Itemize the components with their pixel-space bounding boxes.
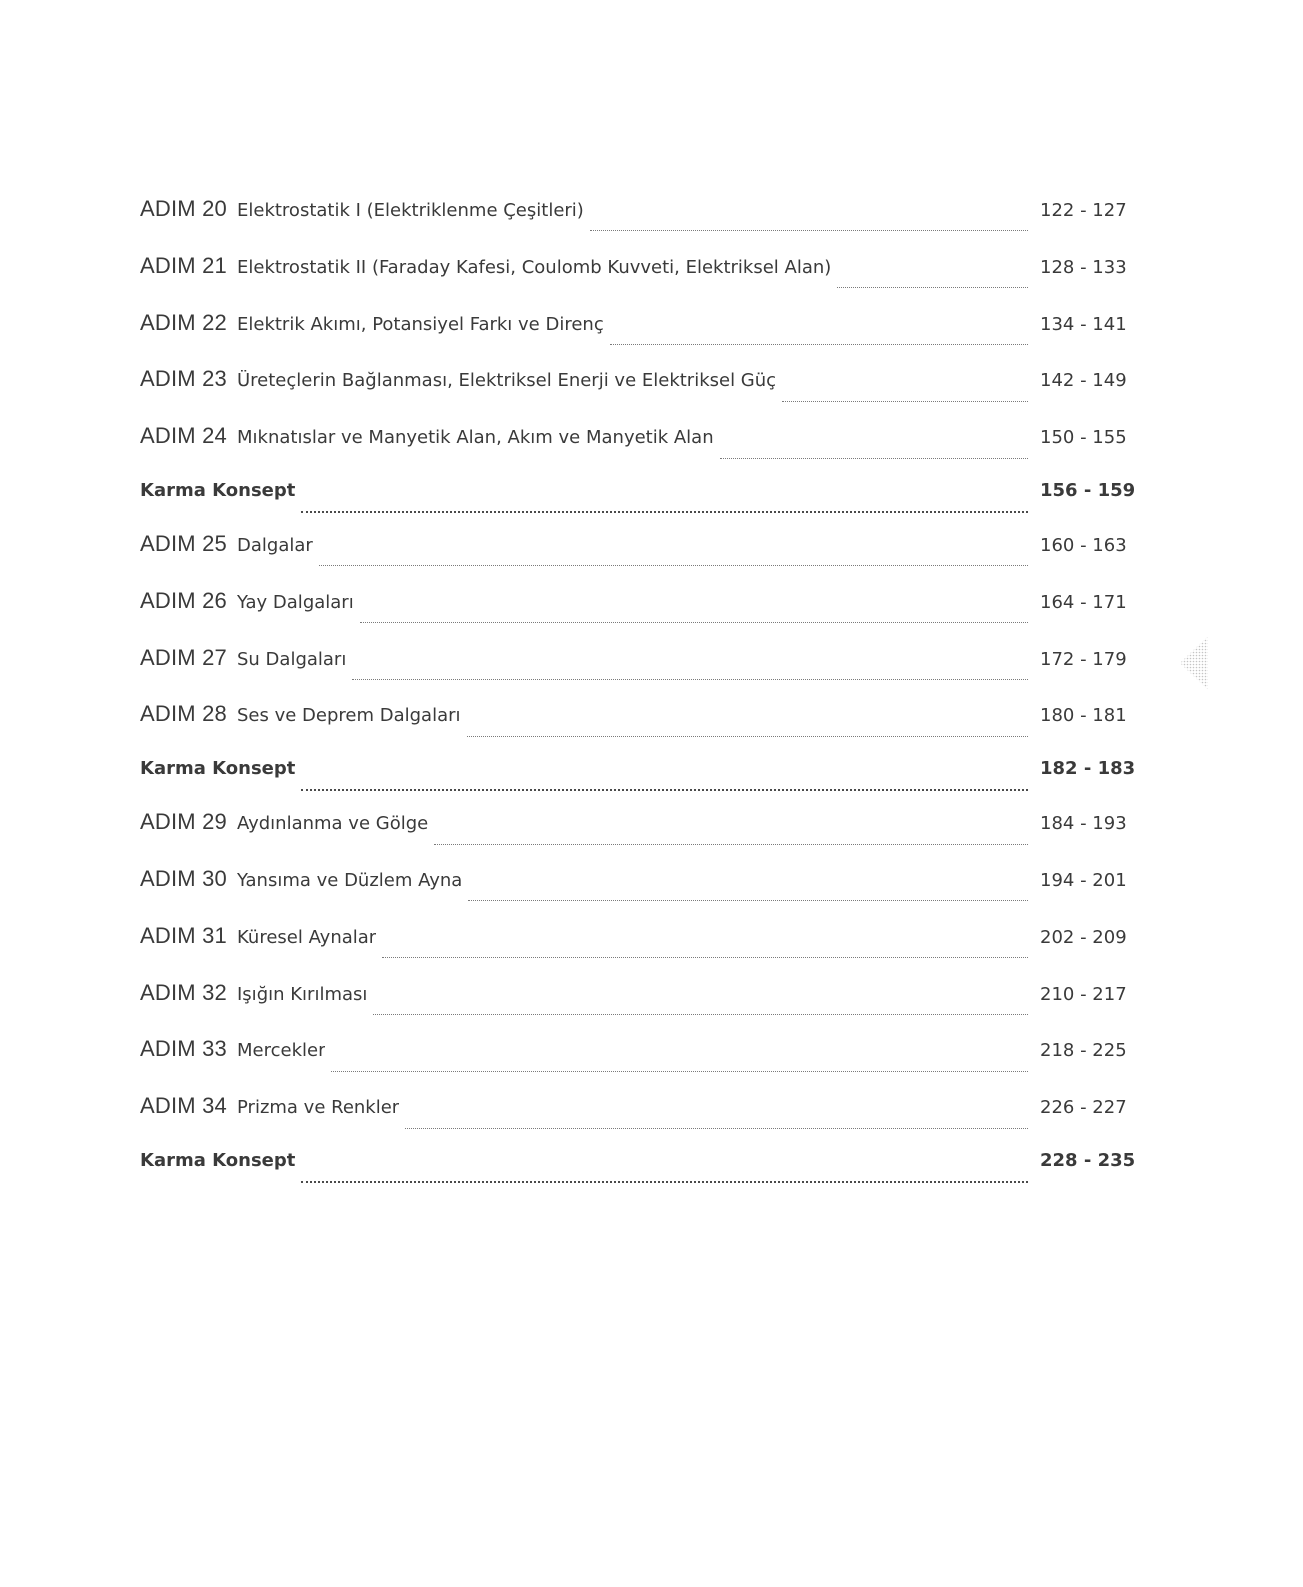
triangle-left-icon [1180, 636, 1212, 690]
toc-section-review[interactable] [140, 480, 1135, 531]
entry-title: Küresel Aynalar [237, 926, 377, 948]
review-title: Karma Konsept [140, 1149, 296, 1171]
entry-title: Yay Dalgaları [237, 591, 354, 613]
toc-entry[interactable] [140, 423, 1135, 480]
toc-entry[interactable] [140, 196, 1135, 253]
review-title: Karma Konsept [140, 479, 296, 501]
dot-leader [319, 564, 1028, 566]
toc-entry[interactable] [140, 923, 1135, 980]
dot-leader [590, 229, 1028, 231]
page-range: 194 - 201 [1040, 869, 1127, 891]
page-range: 172 - 179 [1040, 648, 1127, 670]
step-number: ADIM 33 [140, 1036, 227, 1062]
toc-entry[interactable] [140, 366, 1135, 423]
dot-leader [382, 956, 1028, 958]
page-range: 134 - 141 [1040, 313, 1127, 335]
step-number: ADIM 28 [140, 701, 227, 727]
step-number: ADIM 31 [140, 922, 227, 948]
dot-leader [837, 286, 1028, 288]
toc-entry[interactable] [140, 701, 1135, 758]
entry-title: Elektrostatik II (Faraday Kafesi, Coulomb Kuvveti, Elektriksel Alan) [237, 256, 832, 278]
page-range: 156 - 159 [1040, 479, 1136, 501]
page-range: 228 - 235 [1040, 1149, 1136, 1171]
step-number: ADIM 22 [140, 309, 227, 335]
entry-title: Mıknatıslar ve Manyetik Alan, Akım ve Manyetik Alan [237, 427, 714, 449]
toc-section-review[interactable] [140, 758, 1135, 809]
toc-entry[interactable] [140, 1036, 1135, 1093]
dot-leader [720, 457, 1028, 459]
toc-entry[interactable] [140, 645, 1135, 702]
dot-leader [301, 510, 1028, 513]
page-range: 226 - 227 [1040, 1097, 1127, 1119]
dot-leader [782, 400, 1028, 402]
page-range: 202 - 209 [1040, 926, 1127, 948]
dot-leader [360, 621, 1028, 623]
step-number: ADIM 25 [140, 530, 227, 556]
step-number: ADIM 32 [140, 979, 227, 1005]
dot-leader [405, 1127, 1028, 1129]
step-number: ADIM 27 [140, 644, 227, 670]
dot-leader [352, 678, 1028, 680]
dot-leader [373, 1013, 1028, 1015]
toc-entry[interactable] [140, 866, 1135, 923]
step-number: ADIM 30 [140, 865, 227, 891]
entry-title: Yansıma ve Düzlem Ayna [237, 869, 463, 891]
page-range: 142 - 149 [1040, 370, 1127, 392]
page-range: 128 - 133 [1040, 256, 1127, 278]
dot-leader [301, 788, 1028, 791]
dot-leader [467, 735, 1028, 737]
step-number: ADIM 34 [140, 1093, 227, 1119]
step-number: ADIM 20 [140, 196, 227, 221]
page-range: 218 - 225 [1040, 1040, 1127, 1062]
dot-leader [610, 343, 1028, 345]
toc-entry[interactable] [140, 980, 1135, 1037]
toc-entry[interactable] [140, 531, 1135, 588]
dot-leader [468, 899, 1028, 901]
entry-title: Dalgalar [237, 534, 313, 556]
toc-entry[interactable] [140, 809, 1135, 866]
table-of-contents [140, 196, 1135, 1201]
review-title: Karma Konsept [140, 758, 296, 780]
entry-title: Ses ve Deprem Dalgaları [237, 705, 461, 727]
step-number: ADIM 21 [140, 252, 227, 278]
dot-leader [301, 1180, 1028, 1183]
entry-title: Mercekler [237, 1040, 326, 1062]
page-range: 160 - 163 [1040, 534, 1127, 556]
step-number: ADIM 23 [140, 366, 227, 392]
entry-title: Üreteçlerin Bağlanması, Elektriksel Enerji ve Elektriksel Güç [237, 370, 777, 392]
step-number: ADIM 24 [140, 423, 227, 449]
entry-title: Prizma ve Renkler [237, 1097, 400, 1119]
page-range: 182 - 183 [1040, 758, 1136, 780]
entry-title: Aydınlanma ve Gölge [237, 813, 429, 835]
entry-title: Su Dalgaları [237, 648, 347, 670]
page-range: 180 - 181 [1040, 705, 1127, 727]
entry-title: Işığın Kırılması [237, 983, 368, 1005]
toc-entry[interactable] [140, 310, 1135, 367]
page-range: 210 - 217 [1040, 983, 1127, 1005]
step-number: ADIM 29 [140, 809, 227, 835]
page-range: 122 - 127 [1040, 200, 1127, 221]
toc-entry[interactable] [140, 588, 1135, 645]
step-number: ADIM 26 [140, 587, 227, 613]
toc-entry[interactable] [140, 253, 1135, 310]
page-range: 150 - 155 [1040, 427, 1127, 449]
dot-leader [434, 843, 1028, 845]
page-range: 184 - 193 [1040, 813, 1127, 835]
entry-title: Elektrik Akımı, Potansiyel Farkı ve Direnç [237, 313, 604, 335]
entry-title: Elektrostatik I (Elektriklenme Çeşitleri) [237, 200, 584, 221]
toc-entry[interactable] [140, 1093, 1135, 1150]
dot-leader [331, 1070, 1028, 1072]
toc-section-review[interactable] [140, 1150, 1135, 1201]
page-range: 164 - 171 [1040, 591, 1127, 613]
